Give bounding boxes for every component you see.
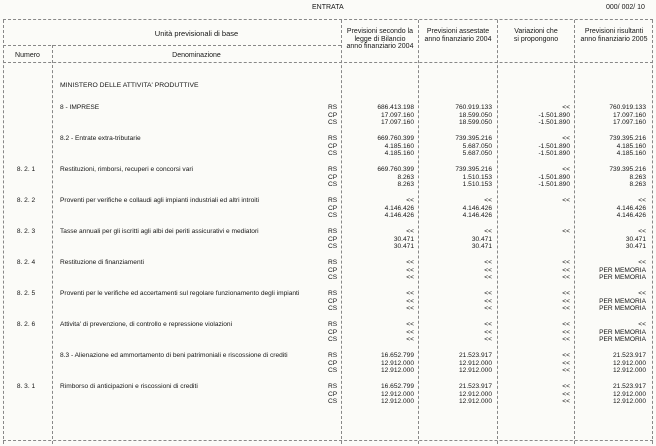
col1-values bbox=[348, 104, 414, 127]
cell-value: << bbox=[406, 297, 414, 305]
cell-value: 12.912.000 bbox=[458, 367, 492, 374]
cell-value: PER MEMORIA bbox=[599, 305, 646, 312]
document-title: ENTRATA bbox=[312, 4, 344, 11]
cell-value: 739.395.216 bbox=[455, 166, 492, 173]
col1-values bbox=[348, 383, 414, 406]
cell-value: CS bbox=[328, 181, 338, 188]
col1-values bbox=[348, 321, 414, 344]
row-number: 8. 3. 1 bbox=[16, 383, 36, 390]
cell-value: 760.919.133 bbox=[455, 104, 492, 111]
col3-values bbox=[496, 259, 570, 282]
cell-value: 30.471 bbox=[393, 235, 414, 243]
cell-value: 4.185.160 bbox=[384, 142, 414, 150]
cell-value: << bbox=[562, 197, 570, 204]
col1-values bbox=[348, 259, 414, 282]
cell-value: << bbox=[562, 228, 570, 235]
cell-value: 4.146.426 bbox=[616, 212, 646, 219]
cell-value: RS bbox=[328, 321, 338, 328]
row-codes bbox=[328, 104, 350, 127]
cell-value: << bbox=[484, 297, 492, 305]
cell-value: -1.501.890 bbox=[538, 111, 570, 119]
col1-values bbox=[348, 290, 414, 313]
cell-value: 739.395.216 bbox=[455, 135, 492, 142]
col2-values bbox=[424, 290, 492, 313]
cell-value: << bbox=[406, 305, 414, 312]
cell-value: 12.912.000 bbox=[380, 390, 414, 398]
cell-value: 4.146.426 bbox=[384, 212, 414, 219]
cell-value: << bbox=[484, 305, 492, 312]
cell-value: << bbox=[562, 135, 570, 142]
col4-values bbox=[578, 197, 646, 220]
cell-value: << bbox=[406, 266, 414, 274]
cell-value: 4.185.160 bbox=[384, 150, 414, 157]
cell-value: 30.471 bbox=[625, 235, 646, 243]
column-divider bbox=[418, 20, 419, 444]
cell-value: << bbox=[484, 274, 492, 281]
table-top-border bbox=[3, 19, 653, 20]
cell-value: << bbox=[562, 305, 570, 312]
cell-value: RS bbox=[328, 166, 338, 173]
cell-value: PER MEMORIA bbox=[599, 336, 646, 343]
col2-values bbox=[424, 352, 492, 375]
col1-values bbox=[348, 197, 414, 220]
col2-values bbox=[424, 228, 492, 251]
col3-values bbox=[496, 135, 570, 158]
row-denomination: Proventi per verifiche e collaudi agli impianti industriali ed altri introiti bbox=[60, 197, 260, 204]
col4-header: Previsioni risultanti anno finanziario 2005 bbox=[580, 28, 648, 43]
cell-value bbox=[496, 212, 570, 220]
cell-value: 12.912.000 bbox=[612, 398, 646, 405]
cell-value bbox=[496, 243, 570, 251]
row-denomination: 8.2 - Entrate extra-tributarie bbox=[60, 135, 141, 142]
cell-value: CS bbox=[328, 119, 338, 126]
cell-value: << bbox=[562, 166, 570, 173]
cell-value: 17.097.160 bbox=[612, 111, 646, 119]
cell-value: 4.146.426 bbox=[616, 204, 646, 212]
cell-value: CS bbox=[328, 336, 338, 343]
cell-value: CP bbox=[328, 390, 338, 398]
col3-values bbox=[496, 290, 570, 313]
cell-value: RS bbox=[328, 228, 338, 235]
cell-value: 8.263 bbox=[629, 181, 646, 188]
cell-value: 4.185.160 bbox=[616, 142, 646, 150]
cell-value: CP bbox=[328, 111, 338, 119]
col2-values bbox=[424, 104, 492, 127]
cell-value: 12.912.000 bbox=[612, 390, 646, 398]
col3-values bbox=[496, 321, 570, 344]
cell-value: << bbox=[562, 259, 570, 266]
cell-value: << bbox=[638, 228, 646, 235]
cell-value: 21.523.917 bbox=[612, 383, 646, 390]
cell-value: 1.510.153 bbox=[462, 173, 492, 181]
cell-value: << bbox=[638, 290, 646, 297]
row-denomination: Proventi per le verifiche ed accertamenti sul regolare funzionamento degli impianti bbox=[60, 290, 300, 297]
cell-value: 17.097.160 bbox=[380, 119, 414, 126]
col2-values bbox=[424, 135, 492, 158]
row-denomination: Restituzione di finanziamenti bbox=[60, 259, 144, 266]
cell-value: << bbox=[562, 290, 570, 297]
cell-value: << bbox=[562, 321, 570, 328]
row-codes bbox=[328, 259, 350, 282]
cell-value: << bbox=[406, 197, 414, 204]
col4-values bbox=[578, 383, 646, 406]
cell-value: CP bbox=[328, 142, 338, 150]
col4-values bbox=[578, 166, 646, 189]
row-denomination: Restituzioni, rimborsi, recuperi e concorsi vari bbox=[60, 166, 194, 173]
cell-value: << bbox=[638, 321, 646, 328]
cell-value: << bbox=[484, 197, 492, 204]
col3-values bbox=[496, 166, 570, 189]
cell-value: 12.912.000 bbox=[458, 390, 492, 398]
cell-value: RS bbox=[328, 352, 338, 359]
cell-value: -1.501.890 bbox=[538, 181, 570, 188]
col3-values bbox=[496, 352, 570, 375]
cell-value: 17.097.160 bbox=[612, 119, 646, 126]
ministry-title: MINISTERO DELLE ATTIVITA' PRODUTTIVE bbox=[60, 82, 199, 89]
cell-value: -1.501.890 bbox=[538, 119, 570, 126]
cell-value: PER MEMORIA bbox=[599, 274, 646, 281]
row-number: 8. 2. 5 bbox=[16, 290, 36, 297]
row-codes bbox=[328, 197, 350, 220]
cell-value: << bbox=[406, 274, 414, 281]
col4-values bbox=[578, 228, 646, 251]
row-codes bbox=[328, 228, 350, 251]
cell-value: 21.523.917 bbox=[458, 383, 492, 390]
page-reference: 000/ 002/ 10 bbox=[606, 4, 645, 11]
cell-value: << bbox=[484, 321, 492, 328]
denominazione-header: Denominazione bbox=[172, 52, 221, 59]
row-number: 8. 2. 2 bbox=[16, 197, 36, 204]
cell-value: 12.912.000 bbox=[612, 367, 646, 374]
cell-value: << bbox=[562, 383, 570, 390]
cell-value: << bbox=[562, 104, 570, 111]
row-codes bbox=[328, 290, 350, 313]
cell-value: 12.912.000 bbox=[380, 367, 414, 374]
col2-header: Previsioni assestate anno finanziario 2004 bbox=[424, 28, 492, 43]
row-codes bbox=[328, 166, 350, 189]
row-number: 8. 2. 1 bbox=[16, 166, 36, 173]
cell-value: << bbox=[406, 321, 414, 328]
col2-values bbox=[424, 383, 492, 406]
col4-values bbox=[578, 321, 646, 344]
cell-value: 30.471 bbox=[393, 243, 414, 250]
col2-values bbox=[424, 259, 492, 282]
cell-value: 16.652.799 bbox=[380, 383, 414, 390]
col3-values bbox=[496, 104, 570, 127]
cell-value: 5.687.050 bbox=[462, 142, 492, 150]
row-number: 8. 2. 3 bbox=[16, 228, 36, 235]
cell-value: 669.760.399 bbox=[377, 166, 414, 173]
cell-value: CS bbox=[328, 305, 338, 312]
cell-value: 8.263 bbox=[397, 181, 414, 188]
cell-value: RS bbox=[328, 104, 338, 111]
cell-value: CP bbox=[328, 204, 338, 212]
col3-values bbox=[496, 197, 570, 220]
row-denomination: Attivita' di prevenzione, di controllo e repressione violazioni bbox=[60, 321, 233, 328]
cell-value: << bbox=[562, 359, 570, 367]
cell-value: 12.912.000 bbox=[380, 359, 414, 367]
cell-value: << bbox=[562, 352, 570, 359]
cell-value: RS bbox=[328, 197, 338, 204]
cell-value: << bbox=[562, 390, 570, 398]
cell-value: RS bbox=[328, 259, 338, 266]
cell-value: 12.912.000 bbox=[458, 359, 492, 367]
cell-value: CP bbox=[328, 359, 338, 367]
cell-value: << bbox=[562, 398, 570, 405]
col1-values bbox=[348, 228, 414, 251]
cell-value: CP bbox=[328, 266, 338, 274]
cell-value: << bbox=[484, 228, 492, 235]
table-bottom-border bbox=[3, 440, 653, 441]
cell-value: 12.912.000 bbox=[612, 359, 646, 367]
col4-values bbox=[578, 352, 646, 375]
cell-value: PER MEMORIA bbox=[599, 266, 646, 274]
group-header-divider bbox=[3, 45, 341, 46]
cell-value: CP bbox=[328, 297, 338, 305]
cell-value: 21.523.917 bbox=[612, 352, 646, 359]
cell-value: << bbox=[562, 367, 570, 374]
row-codes bbox=[328, 321, 350, 344]
cell-value: -1.501.890 bbox=[538, 173, 570, 181]
row-codes bbox=[328, 383, 350, 406]
col2-values bbox=[424, 166, 492, 189]
cell-value: << bbox=[406, 228, 414, 235]
cell-value: CP bbox=[328, 328, 338, 336]
row-denomination: Tasse annuali per gli iscritti agli albi dei periti assicurativi e mediatori bbox=[60, 228, 259, 235]
numero-header: Numero bbox=[15, 52, 40, 59]
col4-values bbox=[578, 135, 646, 158]
cell-value: 12.912.000 bbox=[458, 398, 492, 405]
cell-value: 30.471 bbox=[471, 235, 492, 243]
column-divider bbox=[574, 20, 575, 444]
col4-values bbox=[578, 259, 646, 282]
cell-value: 12.912.000 bbox=[380, 398, 414, 405]
cell-value bbox=[496, 236, 570, 244]
cell-value: 4.146.426 bbox=[462, 212, 492, 219]
col2-values bbox=[424, 321, 492, 344]
cell-value: 30.471 bbox=[625, 243, 646, 250]
cell-value: << bbox=[562, 274, 570, 281]
cell-value: 686.413.198 bbox=[377, 104, 414, 111]
cell-value: 1.510.153 bbox=[462, 181, 492, 188]
cell-value: CS bbox=[328, 274, 338, 281]
cell-value: << bbox=[484, 290, 492, 297]
col1-values bbox=[348, 166, 414, 189]
cell-value: 18.599.050 bbox=[458, 119, 492, 126]
row-denomination: 8 - IMPRESE bbox=[60, 104, 100, 111]
cell-value: << bbox=[406, 290, 414, 297]
cell-value: << bbox=[562, 328, 570, 336]
column-divider bbox=[652, 20, 653, 444]
header-bottom-border bbox=[3, 62, 653, 63]
cell-value: PER MEMORIA bbox=[599, 297, 646, 305]
cell-value: << bbox=[406, 259, 414, 266]
cell-value: 8.263 bbox=[629, 173, 646, 181]
row-denomination: 8.3 - Alienazione ed ammortamento di beni patrimoniali e riscossione di crediti bbox=[60, 352, 288, 359]
col1-values bbox=[348, 135, 414, 158]
cell-value: 21.523.917 bbox=[458, 352, 492, 359]
row-denomination: Rimborso di anticipazioni e riscossioni di crediti bbox=[60, 383, 198, 390]
cell-value: 739.395.216 bbox=[609, 135, 646, 142]
col4-values bbox=[578, 290, 646, 313]
cell-value: CS bbox=[328, 243, 338, 250]
cell-value: << bbox=[406, 328, 414, 336]
cell-value: << bbox=[406, 336, 414, 343]
cell-value: << bbox=[562, 297, 570, 305]
col4-values bbox=[578, 104, 646, 127]
cell-value: << bbox=[484, 259, 492, 266]
group-header: Unità previsionali di base bbox=[154, 29, 239, 38]
col1-values bbox=[348, 352, 414, 375]
cell-value: -1.501.890 bbox=[538, 142, 570, 150]
cell-value: 669.760.399 bbox=[377, 135, 414, 142]
cell-value: 4.146.426 bbox=[462, 204, 492, 212]
cell-value: 30.471 bbox=[471, 243, 492, 250]
cell-value: << bbox=[484, 336, 492, 343]
cell-value: << bbox=[562, 336, 570, 343]
cell-value: << bbox=[638, 259, 646, 266]
cell-value: 18.599.050 bbox=[458, 111, 492, 119]
col1-header: Previsioni secondo la legge di Bilancio anno finanziario 2004 bbox=[346, 28, 414, 50]
row-number: 8. 2. 6 bbox=[16, 321, 36, 328]
cell-value: RS bbox=[328, 135, 338, 142]
cell-value: RS bbox=[328, 383, 338, 390]
col3-values bbox=[496, 228, 570, 251]
row-codes bbox=[328, 352, 350, 375]
cell-value: CP bbox=[328, 173, 338, 181]
cell-value: 16.652.799 bbox=[380, 352, 414, 359]
cell-value: 8.263 bbox=[397, 173, 414, 181]
cell-value: << bbox=[562, 266, 570, 274]
cell-value bbox=[496, 205, 570, 213]
col3-header: Variazioni che si propongono bbox=[513, 28, 559, 43]
cell-value: 17.097.160 bbox=[380, 111, 414, 119]
cell-value: << bbox=[484, 266, 492, 274]
cell-value: 760.919.133 bbox=[609, 104, 646, 111]
cell-value: CS bbox=[328, 398, 338, 405]
cell-value: -1.501.890 bbox=[538, 150, 570, 157]
row-number: 8. 2. 4 bbox=[16, 259, 36, 266]
cell-value: << bbox=[638, 197, 646, 204]
cell-value: PER MEMORIA bbox=[599, 328, 646, 336]
cell-value: << bbox=[484, 328, 492, 336]
col3-values bbox=[496, 383, 570, 406]
cell-value: 4.185.160 bbox=[616, 150, 646, 157]
col2-values bbox=[424, 197, 492, 220]
cell-value: CS bbox=[328, 150, 338, 157]
row-codes bbox=[328, 135, 350, 158]
cell-value: CS bbox=[328, 367, 338, 374]
cell-value: 739.395.216 bbox=[609, 166, 646, 173]
cell-value: 4.146.426 bbox=[384, 204, 414, 212]
column-divider bbox=[52, 45, 53, 444]
cell-value: CS bbox=[328, 212, 338, 219]
cell-value: CP bbox=[328, 235, 338, 243]
cell-value: 5.687.050 bbox=[462, 150, 492, 157]
cell-value: RS bbox=[328, 290, 338, 297]
